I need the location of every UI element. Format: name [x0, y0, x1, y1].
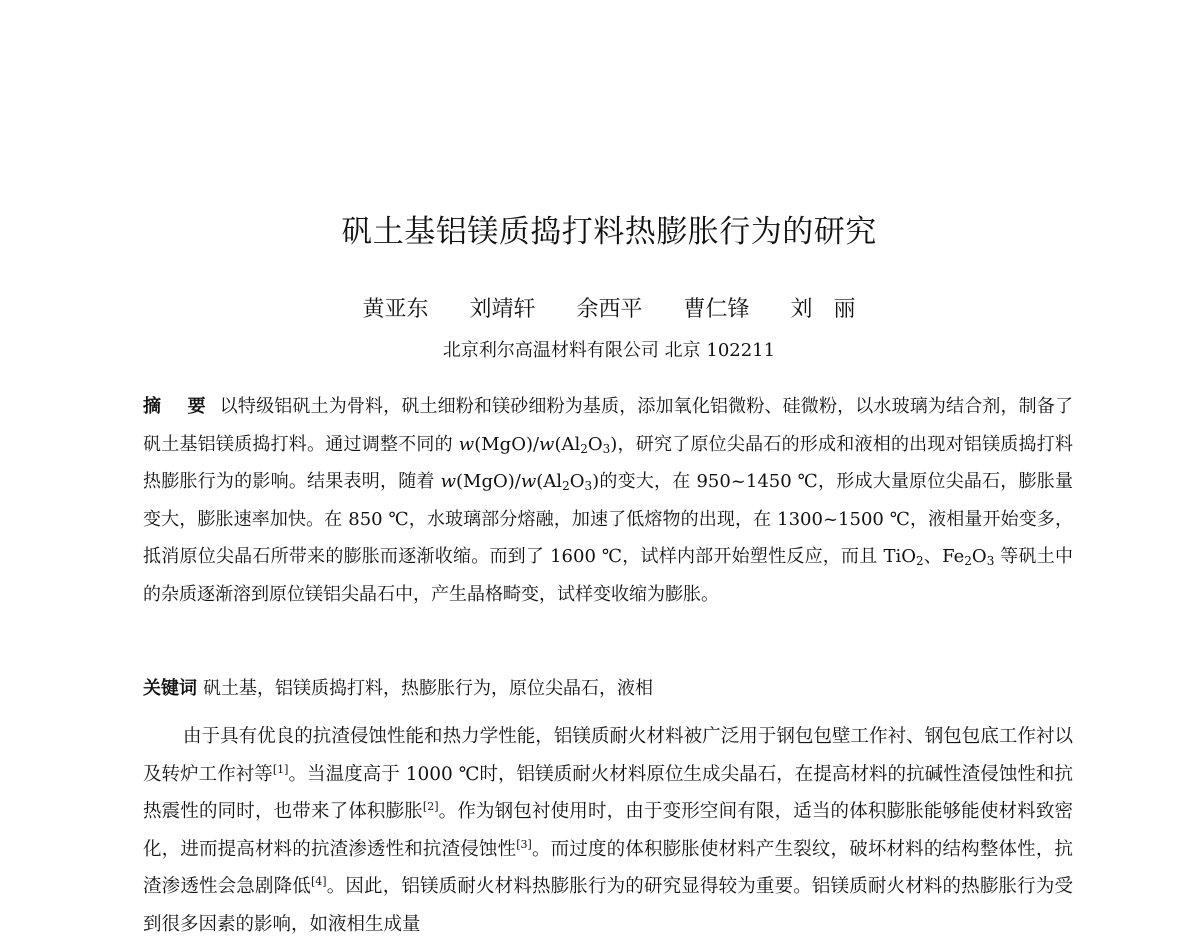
subscript: 3	[602, 441, 611, 456]
keywords-label: 关键词	[143, 678, 197, 699]
abstract-text: )，研究了原位尖晶石的形成和液相的出现对铝镁质捣打料热膨胀行为的影响。结果表明，随着	[143, 433, 1073, 492]
body-text: 。因此，铝镁质耐火材料热膨胀行为的研究显得较为重要。铝镁质耐火材料的热膨胀行为受到很多因素的影响，如液相生成量	[143, 876, 1073, 935]
author-name: 刘 丽	[790, 297, 856, 322]
affiliation: 北京利尔高温材料有限公司 北京 102211	[442, 340, 776, 361]
citation: [3]	[516, 837, 532, 851]
body-text: 由于具有优良的抗渣侵蚀性能和热力学性能，铝镁质耐火材料被广泛用于钢包包壁工作衬、钢包包底工作衬以及转炉工作衬等	[143, 726, 1073, 785]
keywords-text: 矾土基，铝镁质捣打料，热膨胀行为，原位尖晶石，液相	[203, 678, 653, 699]
author-name: 刘靖轩	[469, 297, 536, 322]
subscript: 2	[964, 554, 972, 568]
subscript: 2	[562, 479, 570, 493]
formula-var: w	[458, 433, 475, 455]
formula-var: w	[539, 433, 555, 455]
citation: [2]	[422, 800, 439, 813]
abstract-text: 等矾土中的杂质逐渐溶到原位镁铝尖晶石中，产生晶格畸变，试样变收缩为膨胀。	[143, 546, 1073, 605]
abstract-label: 摘 要	[143, 396, 216, 417]
formula-text: (MgO)/	[456, 471, 521, 492]
formula-text: (Al	[554, 433, 581, 455]
subscript: 3	[986, 554, 995, 568]
keywords	[143, 672, 1073, 706]
formula-text: O	[569, 471, 585, 492]
formula-var: w	[440, 471, 457, 492]
subscript: 2	[916, 554, 924, 568]
body-paragraph	[143, 718, 1073, 943]
subscript: 3	[584, 479, 593, 493]
abstract-text: )的变大，在 950~1450 ℃，形成大量原位尖晶石，膨胀量变大，膨胀速率加快。在 850 ℃，水玻璃部分熔融，加速了低熔物的出现，在 1300~1500 ℃，液相量开始变多，抵消原位尖晶石所带来的膨胀而逐渐收缩。而到了 1600 ℃，试样内部开始塑性反应，而且 TiO	[143, 471, 1073, 567]
formula-text: (Al	[536, 471, 563, 492]
formula-text: O	[587, 433, 603, 455]
body-text: 。而过度的体积膨胀使材料产生裂纹，破坏材料的结构整体性，抗渣渗透性会急剧降低	[143, 838, 1073, 897]
abstract-text: 、Fe	[923, 546, 965, 567]
formula-var: w	[520, 471, 537, 492]
formula-text: (MgO)/	[474, 433, 540, 455]
citation: [1]	[272, 762, 289, 776]
abstract-text: 以特级铝矾土为骨料，矾土细粉和镁砂细粉为基质，添加氧化铝微粉、硅微粉，以水玻璃为结合剂，制备了矾土基铝镁质捣打料。通过调整不同的	[143, 396, 1073, 455]
citation: [4]	[310, 875, 327, 888]
body-text: 。当温度高于 1000 ℃时，铝镁质耐火材料原位生成尖晶石，在提高材料的抗碱性渣侵蚀性和抗热震性的同时，也带来了体积膨胀	[143, 763, 1073, 822]
subscript: 2	[580, 441, 588, 456]
paper-title: 矾土基铝镁质捣打料热膨胀行为的研究	[341, 214, 877, 250]
abstract-text: O	[971, 546, 987, 567]
author-list	[0, 292, 1200, 323]
author-name: 余西平	[576, 297, 643, 322]
body-text: 。作为钢包衬使用时，由于变形空间有限，适当的体积膨胀能够能使材料致密化，进而提高材料的抗渣渗透性和抗渣侵蚀性	[143, 801, 1073, 860]
author-name: 曹仁锋	[683, 297, 750, 322]
author-name: 黄亚东	[362, 297, 429, 322]
abstract	[143, 388, 1073, 613]
